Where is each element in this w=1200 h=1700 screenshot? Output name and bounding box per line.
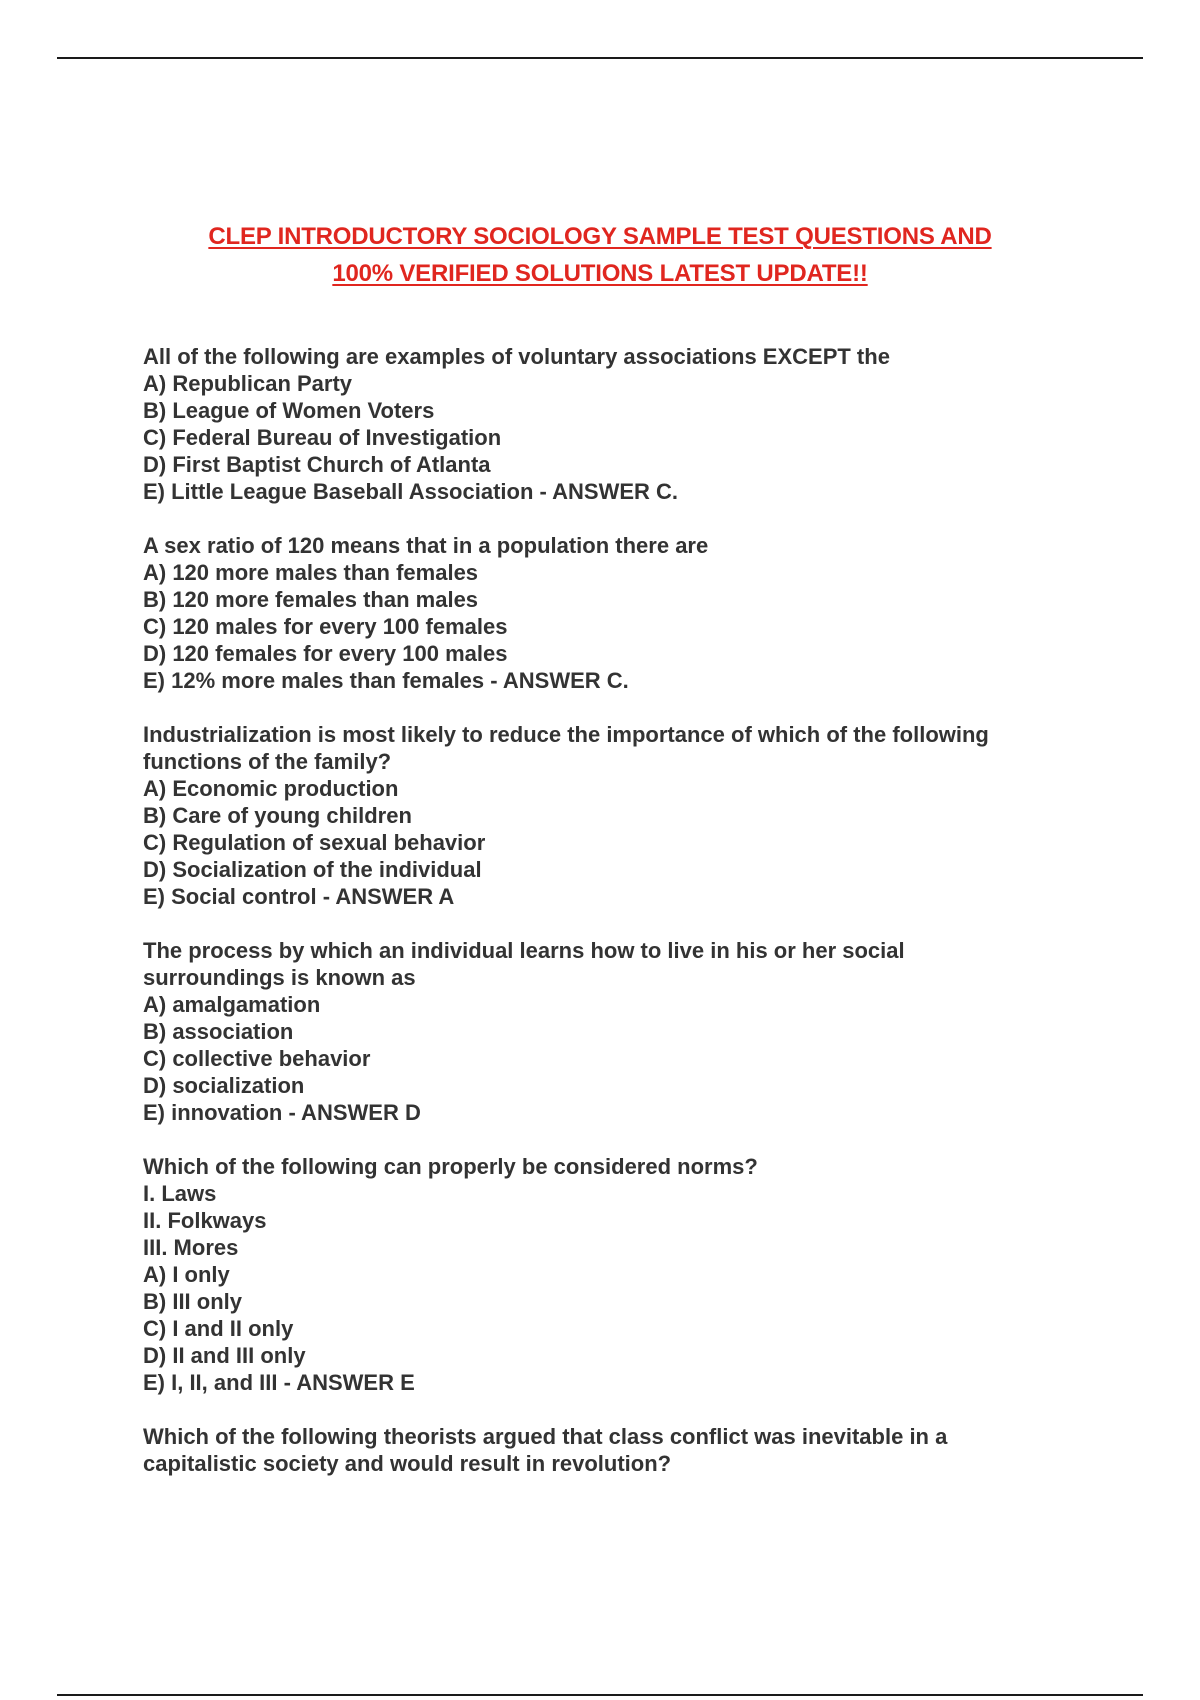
question-text: A sex ratio of 120 means that in a population there are — [143, 533, 709, 558]
option-b: B) association — [143, 1019, 294, 1044]
question-3 — [143, 721, 1063, 910]
question-text: The process by which an individual learns how to live in his or her social — [143, 938, 905, 963]
option-c: C) Regulation of sexual behavior — [143, 830, 486, 855]
question-list — [143, 343, 1063, 1504]
question-text: Which of the following theorists argued that class conflict was inevitable in a — [143, 1424, 948, 1449]
question-text: Which of the following can properly be considered norms? — [143, 1154, 758, 1179]
option-d: D) Socialization of the individual — [143, 857, 482, 882]
title-line-1: CLEP INTRODUCTORY SOCIOLOGY SAMPLE TEST QUESTIONS AND — [208, 223, 992, 250]
question-text-cont: functions of the family? — [143, 749, 392, 774]
option-c: C) 120 males for every 100 females — [143, 614, 508, 639]
document-title — [0, 218, 1200, 292]
option-a: A) Republican Party — [143, 371, 353, 396]
option-c: C) I and II only — [143, 1316, 294, 1341]
option-d: D) II and III only — [143, 1343, 306, 1368]
question-text-cont: surroundings is known as — [143, 965, 416, 990]
statement-iii: III. Mores — [143, 1235, 239, 1260]
question-text: All of the following are examples of voluntary associations EXCEPT the — [143, 344, 890, 369]
option-d: D) socialization — [143, 1073, 305, 1098]
option-b: B) 120 more females than males — [143, 587, 479, 612]
option-d: D) 120 females for every 100 males — [143, 641, 508, 666]
top-rule — [57, 57, 1143, 59]
option-e-answer: E) I, II, and III - ANSWER E — [143, 1370, 415, 1395]
option-e-answer: E) 12% more males than females - ANSWER C. — [143, 668, 629, 693]
option-e-answer: E) Little League Baseball Association - ANSWER C. — [143, 479, 679, 504]
option-b: B) III only — [143, 1289, 242, 1314]
statement-i: I. Laws — [143, 1181, 217, 1206]
question-text: Industrialization is most likely to reduce the importance of which of the following — [143, 722, 989, 747]
option-e-answer: E) innovation - ANSWER D — [143, 1100, 421, 1125]
option-a: A) Economic production — [143, 776, 399, 801]
question-2 — [143, 532, 1063, 694]
question-4 — [143, 937, 1063, 1126]
option-b: B) League of Women Voters — [143, 398, 435, 423]
option-a: A) I only — [143, 1262, 230, 1287]
option-b: B) Care of young children — [143, 803, 412, 828]
option-c: C) collective behavior — [143, 1046, 371, 1071]
statement-ii: II. Folkways — [143, 1208, 267, 1233]
option-a: A) 120 more males than females — [143, 560, 479, 585]
option-e-answer: E) Social control - ANSWER A — [143, 884, 455, 909]
question-5 — [143, 1153, 1063, 1396]
title-line-2: 100% VERIFIED SOLUTIONS LATEST UPDATE!! — [332, 260, 868, 287]
option-c: C) Federal Bureau of Investigation — [143, 425, 502, 450]
question-text-cont: capitalistic society and would result in revolution? — [143, 1451, 672, 1476]
question-1 — [143, 343, 1063, 505]
question-6 — [143, 1423, 1063, 1477]
option-a: A) amalgamation — [143, 992, 321, 1017]
bottom-rule — [57, 1694, 1143, 1696]
option-d: D) First Baptist Church of Atlanta — [143, 452, 491, 477]
